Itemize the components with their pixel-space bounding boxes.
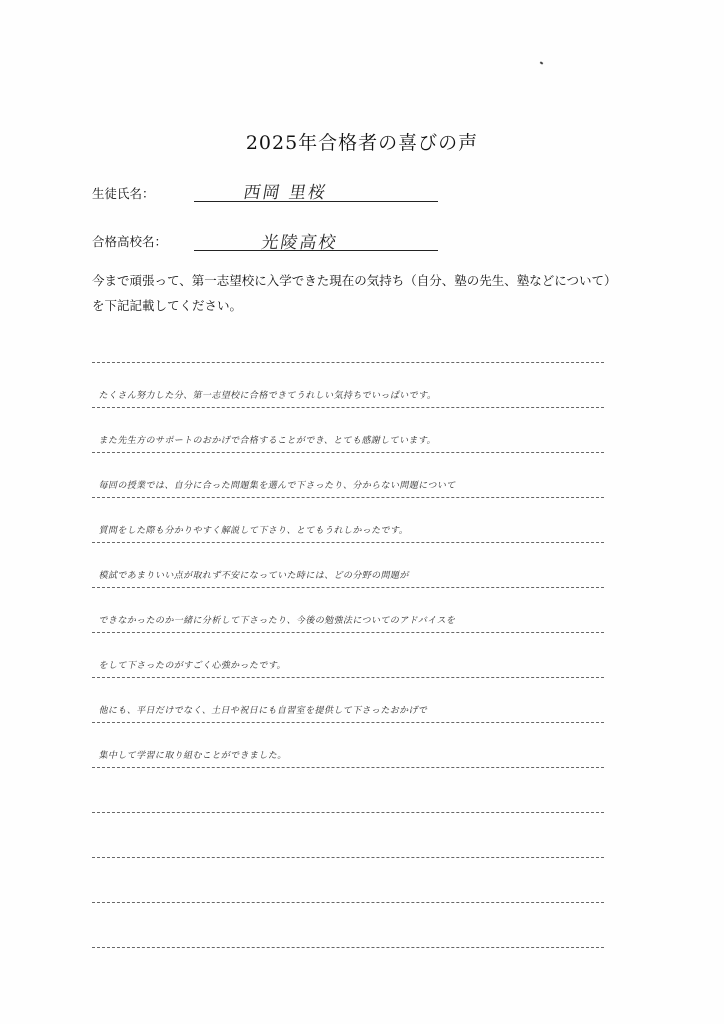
writing-rule [92,497,604,498]
writing-rule [92,407,604,408]
writing-rule [92,362,604,363]
writing-rule [92,902,604,903]
writing-rule [92,722,604,723]
handwritten-line: 他にも、平日だけでなく、土日や祝日にも自習室を提供して下さったおかげで [98,706,429,716]
instructions-text: 今まで頑張って、第一志望校に入学できた現在の気持ち（自分、塾の先生、塾などについて）を下記記載してください。 [92,273,611,313]
writing-rule [92,542,604,543]
school-name-value: 光陵高校 [259,233,340,253]
writing-rule [92,857,604,858]
page-title: 2025年合格者の喜びの声 [245,132,479,154]
student-name-label: 生徒氏名： [92,186,155,201]
scan-speck [540,61,544,64]
writing-rule [92,812,604,813]
writing-rule [92,677,604,678]
handwritten-line: 集中して学習に取り組むことができました。 [98,751,289,761]
handwritten-line: たくさん努力した分、第一志望校に合格できてうれしい気持ちでいっぱいです。 [98,391,438,401]
handwritten-line: 質問をした際も分かりやすく解説して下さり、とてもうれしかったです。 [98,526,410,536]
school-name-label: 合格高校名： [92,234,168,249]
student-name-value: 西岡 里桜 [241,183,329,203]
handwritten-line: できなかったのか一緒に分析して下さったり、今後の勉強法についてのアドバイスを [98,616,457,626]
writing-rule [92,587,604,588]
writing-rule [92,632,604,633]
handwritten-line: また先生方のサポートのおかげで合格することができ、とても感謝しています。 [98,436,438,446]
handwritten-line: 模試であまりいい点が取れず不安になっていた時には、どの分野の問題が [98,571,411,581]
writing-rule [92,947,604,948]
writing-rule [92,767,604,768]
handwritten-line: をして下さったのがすごく心強かったです。 [98,661,288,671]
handwritten-line: 毎回の授業では、自分に合った問題集を選んで下さったり、分からない問題について [98,481,458,491]
writing-rule [92,452,604,453]
